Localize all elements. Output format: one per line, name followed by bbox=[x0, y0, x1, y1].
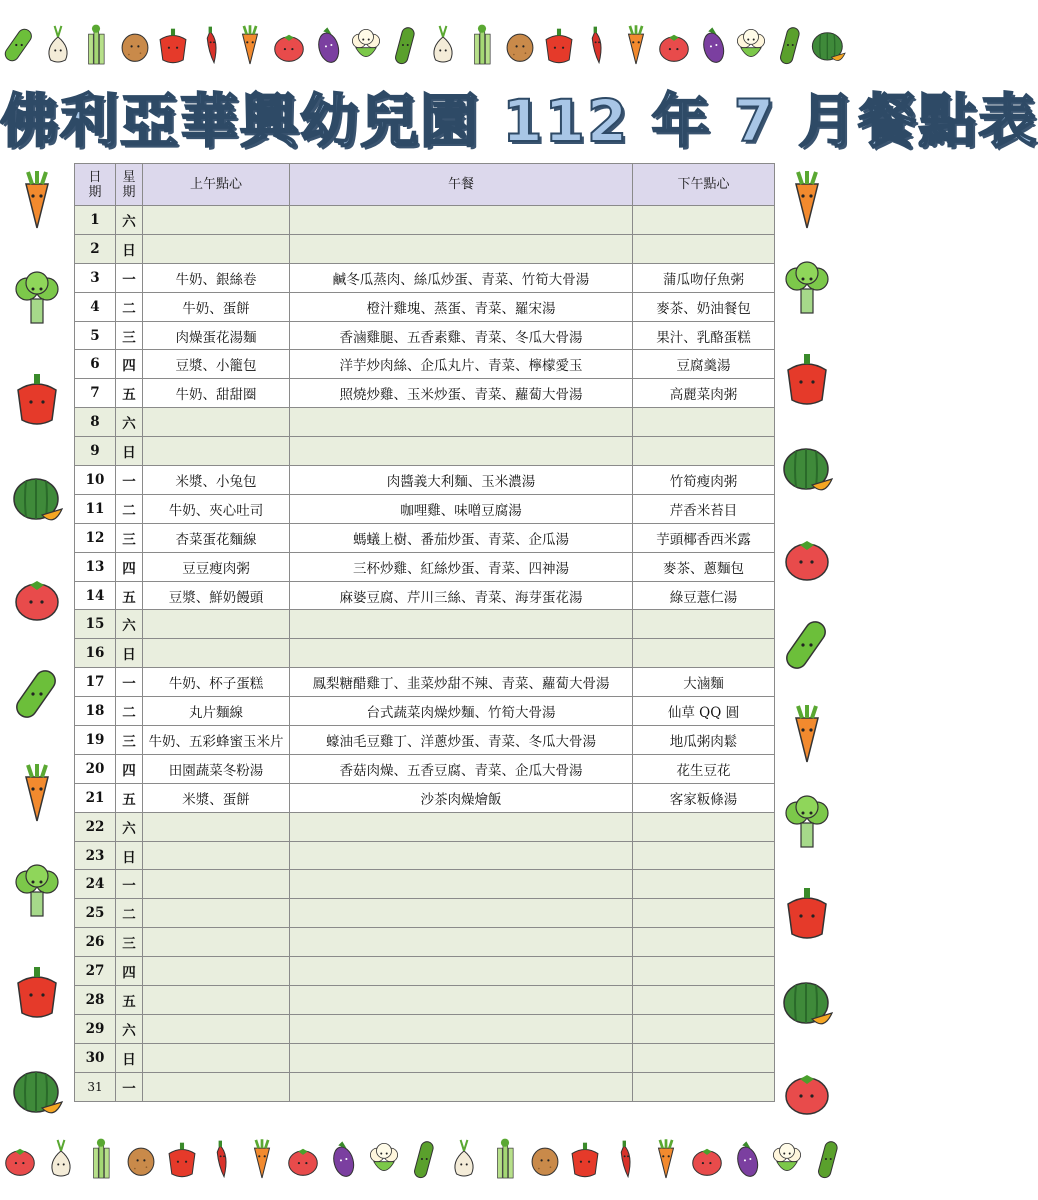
morning-snack-cell: 豆漿、小籠包 bbox=[143, 350, 290, 379]
broccoli-icon bbox=[12, 862, 62, 922]
weekday-cell: 六 bbox=[116, 408, 143, 437]
table-row bbox=[75, 986, 775, 1015]
afternoon-snack-cell bbox=[633, 986, 775, 1015]
date-cell: 28 bbox=[75, 986, 116, 1015]
date-cell: 17 bbox=[75, 668, 116, 697]
afternoon-snack-cell bbox=[633, 812, 775, 841]
date-cell: 18 bbox=[75, 697, 116, 726]
afternoon-snack-cell: 大滷麵 bbox=[633, 668, 775, 697]
lunch-cell bbox=[290, 437, 633, 466]
weekday-cell: 六 bbox=[116, 1014, 143, 1043]
weekday-cell: 日 bbox=[116, 1043, 143, 1072]
tomato-icon bbox=[272, 16, 306, 74]
table-row bbox=[75, 379, 775, 408]
afternoon-snack-cell bbox=[633, 610, 775, 639]
table-row bbox=[75, 494, 775, 523]
broccoli-icon bbox=[12, 269, 62, 329]
weekday-cell: 一 bbox=[116, 1072, 143, 1101]
weekday-cell: 一 bbox=[116, 870, 143, 899]
lunch-cell: 咖哩雞、味噌豆腐湯 bbox=[290, 494, 633, 523]
weekday-cell: 六 bbox=[116, 206, 143, 235]
cucumber-icon bbox=[782, 615, 832, 675]
date-cell: 27 bbox=[75, 957, 116, 986]
morning-snack-cell: 豆漿、鮮奶饅頭 bbox=[143, 581, 290, 610]
pepper-icon bbox=[12, 368, 62, 428]
lunch-cell: 螞蟻上樹、番茄炒蛋、青菜、企瓜湯 bbox=[290, 523, 633, 552]
weekday-cell: 三 bbox=[116, 928, 143, 957]
eggplant-icon bbox=[326, 1130, 360, 1188]
afternoon-snack-cell: 地瓜粥肉鬆 bbox=[633, 726, 775, 755]
morning-snack-cell: 豆豆瘦肉粥 bbox=[143, 552, 290, 581]
pepper-icon bbox=[782, 348, 832, 408]
chili-icon bbox=[609, 1130, 643, 1188]
zucchini-icon bbox=[407, 1130, 441, 1188]
lunch-cell bbox=[290, 639, 633, 668]
left-vegetable-border bbox=[0, 170, 74, 1120]
lunch-cell bbox=[290, 928, 633, 957]
lunch-cell: 麻婆豆腐、芹川三絲、青菜、海芽蛋花湯 bbox=[290, 581, 633, 610]
table-row bbox=[75, 1072, 775, 1101]
table-row bbox=[75, 1043, 775, 1072]
date-cell: 23 bbox=[75, 841, 116, 870]
date-cell: 9 bbox=[75, 437, 116, 466]
pepper-icon bbox=[165, 1130, 199, 1188]
date-cell: 8 bbox=[75, 408, 116, 437]
lunch-cell: 照燒炒雞、玉米炒蛋、青菜、蘿蔔大骨湯 bbox=[290, 379, 633, 408]
celery-icon bbox=[79, 16, 113, 74]
pepper-icon bbox=[782, 882, 832, 942]
carrot-icon bbox=[649, 1130, 683, 1188]
date-cell: 29 bbox=[75, 1014, 116, 1043]
morning-snack-cell bbox=[143, 928, 290, 957]
afternoon-snack-cell: 仙草 QQ 圓 bbox=[633, 697, 775, 726]
table-row bbox=[75, 783, 775, 812]
table-row bbox=[75, 639, 775, 668]
table-header-row bbox=[75, 164, 775, 206]
date-cell: 19 bbox=[75, 726, 116, 755]
potato-icon bbox=[528, 1130, 562, 1188]
afternoon-snack-cell bbox=[633, 928, 775, 957]
date-cell: 16 bbox=[75, 639, 116, 668]
table-row bbox=[75, 812, 775, 841]
afternoon-snack-cell bbox=[633, 206, 775, 235]
header-morning-snack: 上午點心 bbox=[143, 164, 290, 206]
afternoon-snack-cell bbox=[633, 408, 775, 437]
date-cell: 30 bbox=[75, 1043, 116, 1072]
lunch-cell bbox=[290, 1014, 633, 1043]
weekday-cell: 一 bbox=[116, 263, 143, 292]
afternoon-snack-cell bbox=[633, 841, 775, 870]
morning-snack-cell bbox=[143, 1014, 290, 1043]
date-cell: 5 bbox=[75, 321, 116, 350]
table-row bbox=[75, 263, 775, 292]
cauliflower-icon bbox=[349, 16, 383, 74]
morning-snack-cell: 牛奶、夾心吐司 bbox=[143, 494, 290, 523]
weekday-cell: 一 bbox=[116, 668, 143, 697]
tomato-icon bbox=[782, 1060, 832, 1120]
tomato-icon bbox=[3, 1130, 37, 1188]
morning-snack-cell: 肉燥蛋花湯麵 bbox=[143, 321, 290, 350]
table-row bbox=[75, 870, 775, 899]
afternoon-snack-cell bbox=[633, 1043, 775, 1072]
lunch-cell: 沙茶肉燥燴飯 bbox=[290, 783, 633, 812]
header-lunch: 午餐 bbox=[290, 164, 633, 206]
date-cell: 2 bbox=[75, 234, 116, 263]
afternoon-snack-cell: 麥茶、蔥麵包 bbox=[633, 552, 775, 581]
afternoon-snack-cell: 綠豆薏仁湯 bbox=[633, 581, 775, 610]
zucchini-icon bbox=[388, 16, 422, 74]
morning-snack-cell bbox=[143, 957, 290, 986]
weekday-cell: 三 bbox=[116, 726, 143, 755]
broccoli-icon bbox=[782, 259, 832, 319]
weekday-cell: 二 bbox=[116, 899, 143, 928]
meal-menu-table bbox=[74, 163, 775, 1102]
tomato-icon bbox=[782, 526, 832, 586]
lunch-cell: 台式蔬菜肉燥炒麵、竹筍大骨湯 bbox=[290, 697, 633, 726]
weekday-cell: 五 bbox=[116, 783, 143, 812]
weekday-cell: 四 bbox=[116, 754, 143, 783]
morning-snack-cell bbox=[143, 986, 290, 1015]
morning-snack-cell: 杏菜蛋花麵線 bbox=[143, 523, 290, 552]
table-row bbox=[75, 726, 775, 755]
morning-snack-cell bbox=[143, 408, 290, 437]
lunch-cell: 香菇肉燥、五香豆腐、青菜、企瓜大骨湯 bbox=[290, 754, 633, 783]
morning-snack-cell: 丸片麵線 bbox=[143, 697, 290, 726]
lunch-cell bbox=[290, 234, 633, 263]
cucumber-icon bbox=[2, 16, 36, 74]
table-row bbox=[75, 899, 775, 928]
lunch-cell bbox=[290, 841, 633, 870]
morning-snack-cell bbox=[143, 234, 290, 263]
afternoon-snack-cell bbox=[633, 1014, 775, 1043]
chili-icon bbox=[205, 1130, 239, 1188]
header-date-label: 日期 bbox=[88, 169, 102, 200]
carrot-icon bbox=[245, 1130, 279, 1188]
pepper-icon bbox=[12, 961, 62, 1021]
tomato-icon bbox=[286, 1130, 320, 1188]
afternoon-snack-cell bbox=[633, 957, 775, 986]
weekday-cell: 四 bbox=[116, 552, 143, 581]
chili-icon bbox=[195, 16, 229, 74]
eggplant-icon bbox=[311, 16, 345, 74]
table-row bbox=[75, 610, 775, 639]
tomato-icon bbox=[690, 1130, 724, 1188]
date-cell: 1 bbox=[75, 206, 116, 235]
lunch-cell: 橙汁雞塊、蒸蛋、青菜、羅宋湯 bbox=[290, 292, 633, 321]
weekday-cell: 二 bbox=[116, 292, 143, 321]
morning-snack-cell: 牛奶、蛋餅 bbox=[143, 292, 290, 321]
pumpkin-icon bbox=[782, 437, 832, 497]
carrot-icon bbox=[619, 16, 653, 74]
weekday-cell: 日 bbox=[116, 841, 143, 870]
lunch-cell bbox=[290, 206, 633, 235]
lunch-cell bbox=[290, 986, 633, 1015]
afternoon-snack-cell: 豆腐羹湯 bbox=[633, 350, 775, 379]
lunch-cell bbox=[290, 899, 633, 928]
weekday-cell: 二 bbox=[116, 494, 143, 523]
morning-snack-cell bbox=[143, 610, 290, 639]
table-row bbox=[75, 957, 775, 986]
lunch-cell: 三杯炒雞、紅絲炒蛋、青菜、四神湯 bbox=[290, 552, 633, 581]
afternoon-snack-cell: 果汁、乳酪蛋糕 bbox=[633, 321, 775, 350]
chili-icon bbox=[580, 16, 614, 74]
date-cell: 20 bbox=[75, 754, 116, 783]
pumpkin-icon bbox=[782, 971, 832, 1031]
afternoon-snack-cell bbox=[633, 437, 775, 466]
morning-snack-cell bbox=[143, 206, 290, 235]
top-vegetable-border bbox=[0, 8, 848, 82]
afternoon-snack-cell: 高麗菜肉粥 bbox=[633, 379, 775, 408]
weekday-cell: 三 bbox=[116, 321, 143, 350]
weekday-cell: 日 bbox=[116, 437, 143, 466]
date-cell: 25 bbox=[75, 899, 116, 928]
table-row bbox=[75, 581, 775, 610]
afternoon-snack-cell: 芋頭椰香西米露 bbox=[633, 523, 775, 552]
pumpkin-icon bbox=[811, 16, 845, 74]
onion-icon bbox=[41, 16, 75, 74]
lunch-cell bbox=[290, 957, 633, 986]
lunch-cell: 蠔油毛豆雞丁、洋蔥炒蛋、青菜、冬瓜大骨湯 bbox=[290, 726, 633, 755]
header-weekday-label: 星期 bbox=[122, 169, 136, 200]
date-cell: 3 bbox=[75, 263, 116, 292]
cauliflower-icon bbox=[770, 1130, 804, 1188]
morning-snack-cell bbox=[143, 841, 290, 870]
date-cell: 11 bbox=[75, 494, 116, 523]
table-row bbox=[75, 321, 775, 350]
tomato-icon bbox=[657, 16, 691, 74]
header-afternoon-snack: 下午點心 bbox=[633, 164, 775, 206]
potato-icon bbox=[118, 16, 152, 74]
celery-icon bbox=[465, 16, 499, 74]
date-cell: 22 bbox=[75, 812, 116, 841]
carrot-icon bbox=[233, 16, 267, 74]
table-row bbox=[75, 437, 775, 466]
table-row bbox=[75, 754, 775, 783]
table-row bbox=[75, 841, 775, 870]
table-row bbox=[75, 408, 775, 437]
cucumber-icon bbox=[12, 664, 62, 724]
table-row bbox=[75, 292, 775, 321]
lunch-cell: 香滷雞腿、五香素雞、青菜、冬瓜大骨湯 bbox=[290, 321, 633, 350]
lunch-cell bbox=[290, 610, 633, 639]
morning-snack-cell bbox=[143, 870, 290, 899]
date-cell: 4 bbox=[75, 292, 116, 321]
table-row bbox=[75, 206, 775, 235]
weekday-cell: 五 bbox=[116, 379, 143, 408]
afternoon-snack-cell bbox=[633, 899, 775, 928]
weekday-cell: 四 bbox=[116, 350, 143, 379]
afternoon-snack-cell bbox=[633, 1072, 775, 1101]
potato-icon bbox=[503, 16, 537, 74]
right-vegetable-border bbox=[770, 170, 844, 1120]
morning-snack-cell bbox=[143, 639, 290, 668]
page-title: 佛利亞華興幼兒園 112 年 7 月餐點表 bbox=[0, 87, 1038, 155]
carrot-icon bbox=[782, 704, 832, 764]
celery-icon bbox=[84, 1130, 118, 1188]
morning-snack-cell: 牛奶、杯子蛋糕 bbox=[143, 668, 290, 697]
date-cell: 31 bbox=[75, 1072, 116, 1101]
date-cell: 15 bbox=[75, 610, 116, 639]
lunch-cell bbox=[290, 408, 633, 437]
afternoon-snack-cell: 芹香米苔目 bbox=[633, 494, 775, 523]
table-row bbox=[75, 552, 775, 581]
table-row bbox=[75, 523, 775, 552]
morning-snack-cell: 牛奶、甜甜圈 bbox=[143, 379, 290, 408]
onion-icon bbox=[44, 1130, 78, 1188]
table-row bbox=[75, 466, 775, 495]
date-cell: 24 bbox=[75, 870, 116, 899]
afternoon-snack-cell bbox=[633, 234, 775, 263]
afternoon-snack-cell: 蒲瓜吻仔魚粥 bbox=[633, 263, 775, 292]
pumpkin-icon bbox=[12, 467, 62, 527]
date-cell: 12 bbox=[75, 523, 116, 552]
lunch-cell: 洋芋炒肉絲、企瓜丸片、青菜、檸檬愛玉 bbox=[290, 350, 633, 379]
weekday-cell: 四 bbox=[116, 957, 143, 986]
pepper-icon bbox=[156, 16, 190, 74]
morning-snack-cell bbox=[143, 812, 290, 841]
date-cell: 10 bbox=[75, 466, 116, 495]
carrot-icon bbox=[782, 170, 832, 230]
morning-snack-cell bbox=[143, 437, 290, 466]
cauliflower-icon bbox=[367, 1130, 401, 1188]
lunch-cell: 鳳梨糖醋雞丁、韭菜炒甜不辣、青菜、蘿蔔大骨湯 bbox=[290, 668, 633, 697]
weekday-cell: 日 bbox=[116, 234, 143, 263]
onion-icon bbox=[447, 1130, 481, 1188]
morning-snack-cell bbox=[143, 899, 290, 928]
header-weekday bbox=[116, 164, 143, 206]
table-row bbox=[75, 697, 775, 726]
afternoon-snack-cell bbox=[633, 639, 775, 668]
table-row bbox=[75, 668, 775, 697]
eggplant-icon bbox=[696, 16, 730, 74]
morning-snack-cell bbox=[143, 1072, 290, 1101]
zucchini-icon bbox=[773, 16, 807, 74]
morning-snack-cell: 米漿、蛋餅 bbox=[143, 783, 290, 812]
broccoli-icon bbox=[782, 793, 832, 853]
celery-icon bbox=[488, 1130, 522, 1188]
date-cell: 7 bbox=[75, 379, 116, 408]
weekday-cell: 三 bbox=[116, 523, 143, 552]
table-row bbox=[75, 1014, 775, 1043]
morning-snack-cell: 牛奶、五彩蜂蜜玉米片 bbox=[143, 726, 290, 755]
morning-snack-cell: 米漿、小兔包 bbox=[143, 466, 290, 495]
pumpkin-icon bbox=[12, 1060, 62, 1120]
lunch-cell bbox=[290, 1043, 633, 1072]
weekday-cell: 二 bbox=[116, 697, 143, 726]
date-cell: 14 bbox=[75, 581, 116, 610]
afternoon-snack-cell: 花生豆花 bbox=[633, 754, 775, 783]
zucchini-icon bbox=[811, 1130, 845, 1188]
morning-snack-cell: 田園蔬菜冬粉湯 bbox=[143, 754, 290, 783]
lunch-cell: 鹹冬瓜蒸肉、絲瓜炒蛋、青菜、竹筍大骨湯 bbox=[290, 263, 633, 292]
cauliflower-icon bbox=[734, 16, 768, 74]
pepper-icon bbox=[568, 1130, 602, 1188]
afternoon-snack-cell: 竹筍瘦肉粥 bbox=[633, 466, 775, 495]
afternoon-snack-cell bbox=[633, 870, 775, 899]
weekday-cell: 一 bbox=[116, 466, 143, 495]
lunch-cell bbox=[290, 870, 633, 899]
afternoon-snack-cell: 麥茶、奶油餐包 bbox=[633, 292, 775, 321]
date-cell: 21 bbox=[75, 783, 116, 812]
table-row bbox=[75, 350, 775, 379]
date-cell: 6 bbox=[75, 350, 116, 379]
bottom-vegetable-border bbox=[0, 1122, 848, 1196]
potato-icon bbox=[124, 1130, 158, 1188]
tomato-icon bbox=[12, 566, 62, 626]
date-cell: 26 bbox=[75, 928, 116, 957]
carrot-icon bbox=[12, 170, 62, 230]
lunch-cell: 肉醬義大利麵、玉米濃湯 bbox=[290, 466, 633, 495]
weekday-cell: 日 bbox=[116, 639, 143, 668]
morning-snack-cell: 牛奶、銀絲卷 bbox=[143, 263, 290, 292]
table-row bbox=[75, 928, 775, 957]
weekday-cell: 五 bbox=[116, 986, 143, 1015]
eggplant-icon bbox=[730, 1130, 764, 1188]
weekday-cell: 五 bbox=[116, 581, 143, 610]
weekday-cell: 六 bbox=[116, 610, 143, 639]
lunch-cell bbox=[290, 812, 633, 841]
weekday-cell: 六 bbox=[116, 812, 143, 841]
lunch-cell bbox=[290, 1072, 633, 1101]
carrot-icon bbox=[12, 763, 62, 823]
pepper-icon bbox=[542, 16, 576, 74]
header-date bbox=[75, 164, 116, 206]
table-row bbox=[75, 234, 775, 263]
onion-icon bbox=[426, 16, 460, 74]
date-cell: 13 bbox=[75, 552, 116, 581]
morning-snack-cell bbox=[143, 1043, 290, 1072]
afternoon-snack-cell: 客家粄條湯 bbox=[633, 783, 775, 812]
